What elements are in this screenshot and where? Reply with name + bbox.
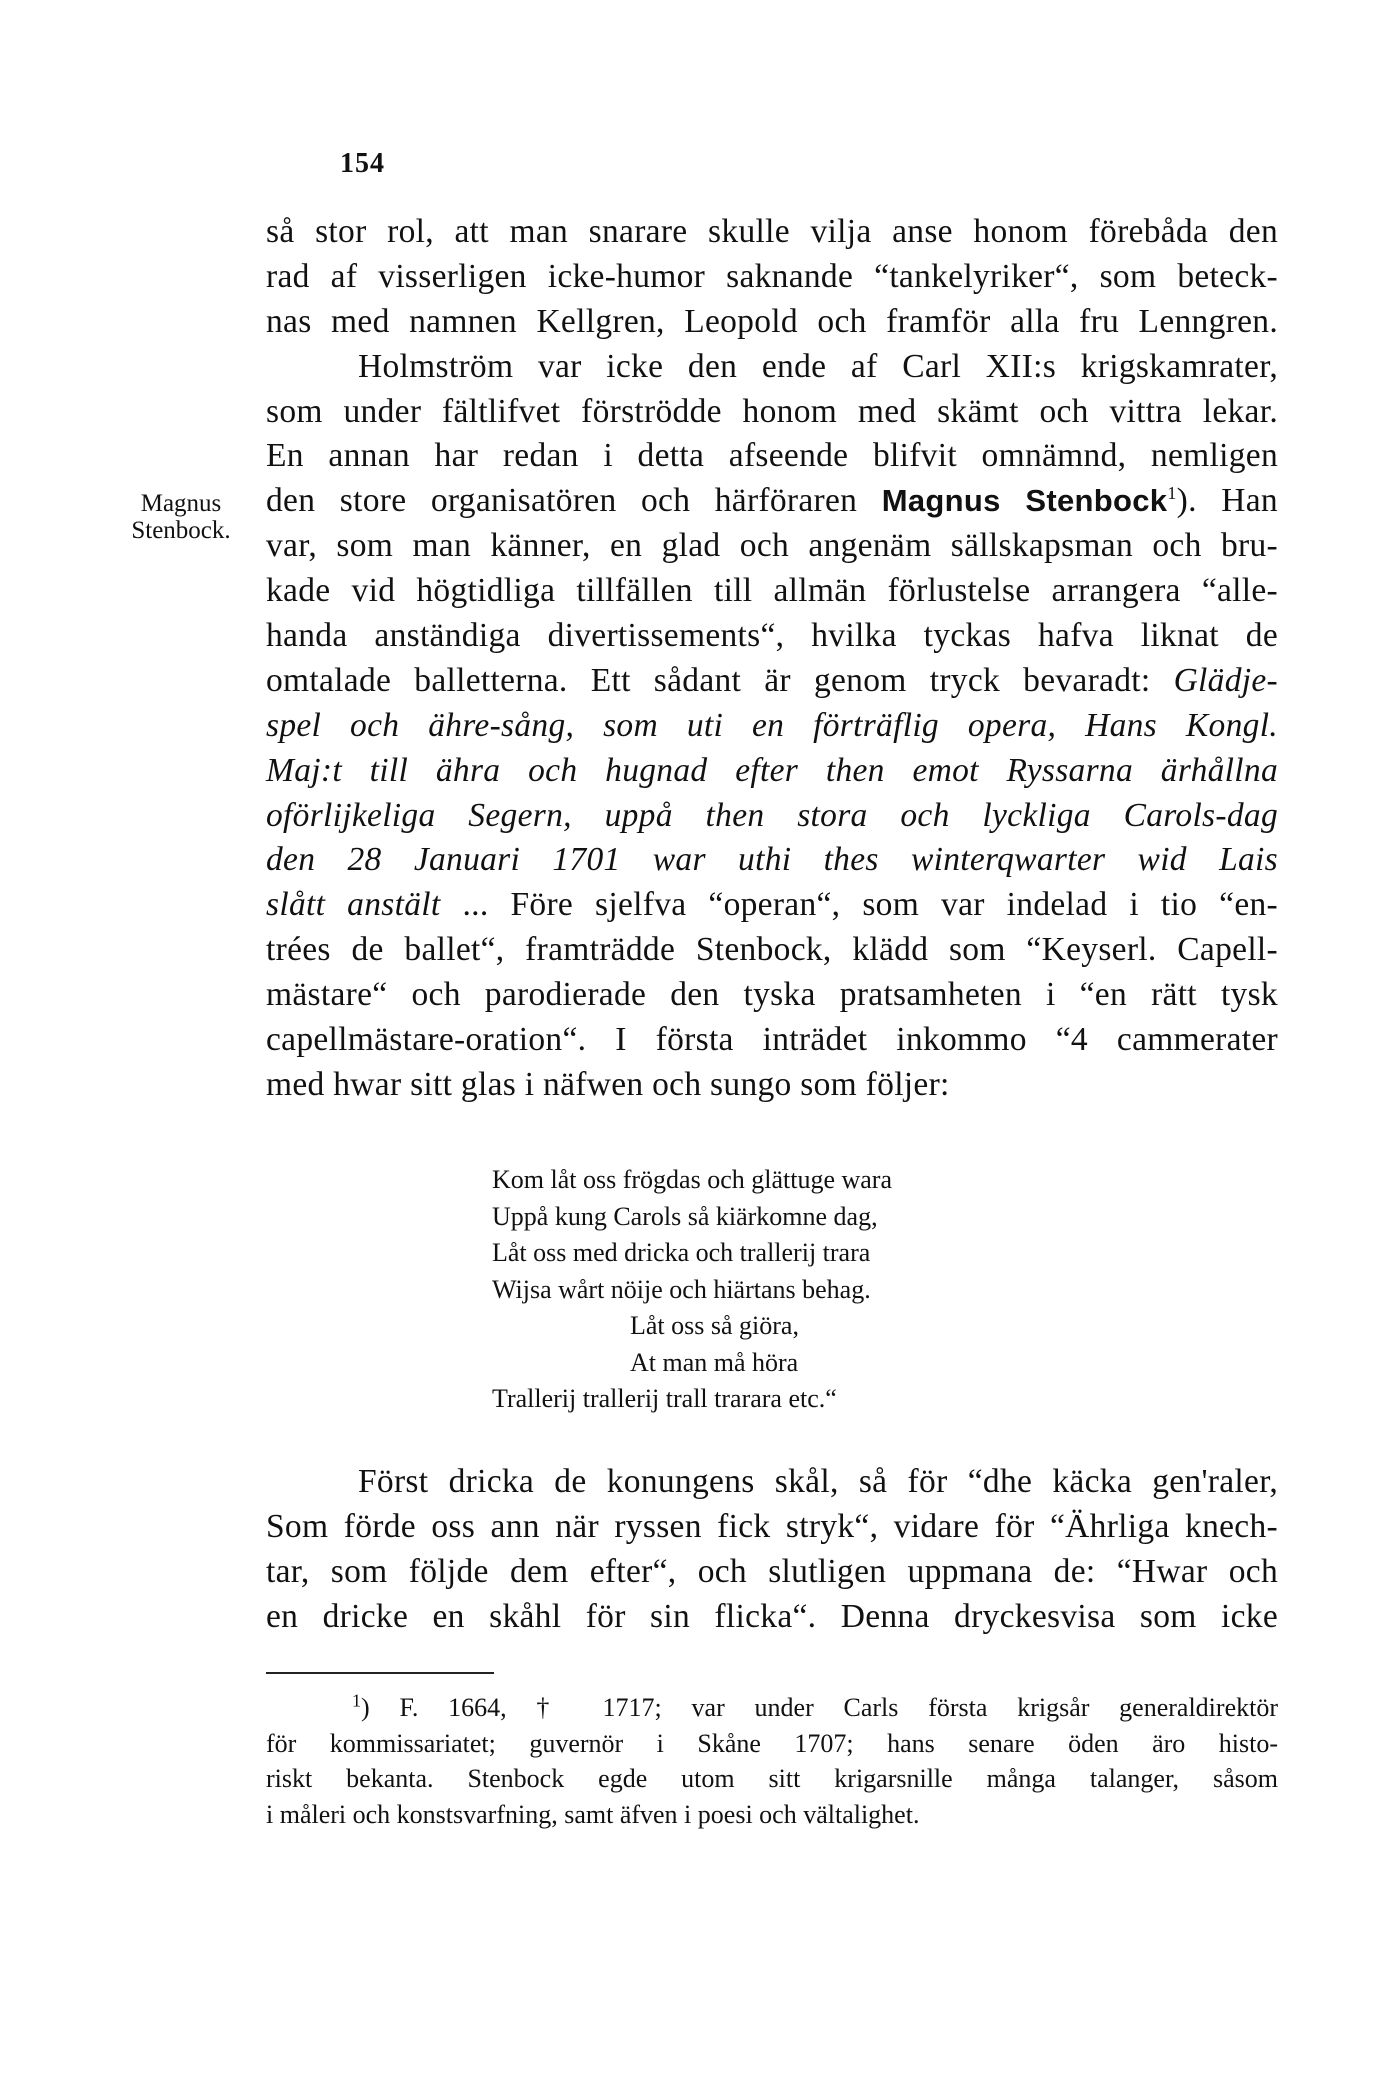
text-line: rad af visserligen icke-humor saknande “tankelyriker“, som beteck- xyxy=(266,257,1278,295)
text-line xyxy=(266,659,1278,704)
text-line: handa anständiga divertissements“, hvilka tyckas hafva liknat de xyxy=(266,617,1278,655)
poem-verse: Wijsa wårt nöije och hiärtans behag. xyxy=(492,1274,871,1304)
footnote-divider xyxy=(266,1672,494,1674)
poem-verse: Låt oss med dricka och trallerij trara xyxy=(492,1238,871,1267)
text-line: var, som man känner, en glad och angenäm sällskapsman och bru- xyxy=(266,527,1278,565)
text-line: med hwar sitt glas i näfwen och sungo som följer: xyxy=(266,1065,950,1103)
work-title: slått anstält xyxy=(266,886,441,924)
work-title-line: oförlijkeliga Segern, uppå then stora och lyckliga Carols-dag xyxy=(266,796,1278,834)
text-line: så stor rol, att man snarare skulle vilja anse honom förebåda den xyxy=(266,213,1278,250)
text-line: en dricke en skåhl för sin flicka“. Denna dryckesvisa som icke xyxy=(266,1597,1278,1635)
work-title-line: Maj:t till ähra och hugnad efter then emot Ryssarna ärhållna xyxy=(266,751,1278,789)
text-line: En annan har redan i detta afseende blifvit omnämnd, nemligen xyxy=(266,437,1278,475)
marginal-note xyxy=(116,490,246,544)
text-segment: omtalade balletterna. Ett sådant är genom tryck bevaradt: xyxy=(266,661,1174,699)
poem-verse: At man må höra xyxy=(630,1347,799,1377)
footnote-reference: 1 xyxy=(1167,483,1177,504)
footnote-line: riskt bekanta. Stenbock egde utom sitt krigarsnille många talanger, såsom xyxy=(266,1764,1278,1793)
poem-verse: Trallerij trallerij trall trarara etc.“ xyxy=(492,1384,837,1413)
footnote-line: i måleri och konstsvarfning, samt äfven i poesi och vältalighet. xyxy=(266,1799,920,1829)
text-segment: ... Före sjelfva “operan“, som var indelad i tio “en- xyxy=(440,886,1278,924)
work-title: Glädje- xyxy=(1173,661,1278,699)
marginal-note-line: Magnus xyxy=(140,490,222,517)
page-number: 154 xyxy=(340,148,385,179)
text-line: Först dricka de konungens skål, så för “dhe käcka gen'raler, xyxy=(358,1463,1278,1500)
text-segment: ). Han xyxy=(1176,482,1278,520)
poem xyxy=(492,1162,1032,1418)
closing-paragraph xyxy=(266,1460,1278,1640)
poem-verse: Låt oss så giöra, xyxy=(630,1311,799,1340)
text-line: mästare“ och parodierade den tyska pratsamheten i “en rätt tysk xyxy=(266,976,1278,1014)
text-line: nas med namnen Kellgren, Leopold och framför alla fru Lenngren. xyxy=(266,302,1278,340)
work-title-line: spel och ähre-sång, som uti en förträflig opera, Hans Kongl. xyxy=(266,706,1278,744)
footnote xyxy=(266,1690,1278,1832)
poem-verse: Kom låt oss frögdas och glättuge wara xyxy=(492,1165,893,1194)
footnote-marker: 1 xyxy=(352,1690,361,1711)
marginal-note-line: Stenbock. xyxy=(131,517,231,544)
text-line: trées de ballet“, framträdde Stenbock, klädd som “Keyserl. Capell- xyxy=(266,931,1278,969)
footnote-line: för kommissariatet; guvernör i Skåne 1707; hans senare öden äro histo- xyxy=(266,1728,1278,1758)
text-line: capellmästare-oration“. I första inträdet inkommo “4 cammerater xyxy=(266,1021,1278,1059)
poem-verse: Uppå kung Carols så kiärkomne dag, xyxy=(492,1201,878,1231)
text-line: Som förde oss ann när ryssen fick stryk“, vidare för “Ährliga knech- xyxy=(266,1507,1278,1545)
text-line: som under fältlifvet förströdde honom med skämt och vittra lekar. xyxy=(266,392,1278,430)
text-line xyxy=(266,479,1278,524)
text-line: tar, som följde dem efter“, och slutligen uppmana de: “Hwar och xyxy=(266,1552,1278,1590)
text-line xyxy=(266,883,1278,928)
work-title-line: den 28 Januari 1701 war uthi thes winterqwarter wid Lais xyxy=(266,841,1278,879)
person-name: Magnus Stenbock xyxy=(881,483,1168,519)
text-segment: den store organisatören och härföraren xyxy=(266,482,882,520)
text-line: kade vid högtidliga tillfällen till allmän förlustelse arrangera “alle- xyxy=(266,572,1278,610)
footnote-line xyxy=(266,1690,1278,1726)
main-text xyxy=(266,210,1278,1108)
text-line: Holmström var icke den ende af Carl XII:s krigskamrater, xyxy=(358,347,1278,385)
footnote-text: ) F. 1664, † 1717; var under Carls första krigsår generaldirektör xyxy=(361,1693,1278,1722)
